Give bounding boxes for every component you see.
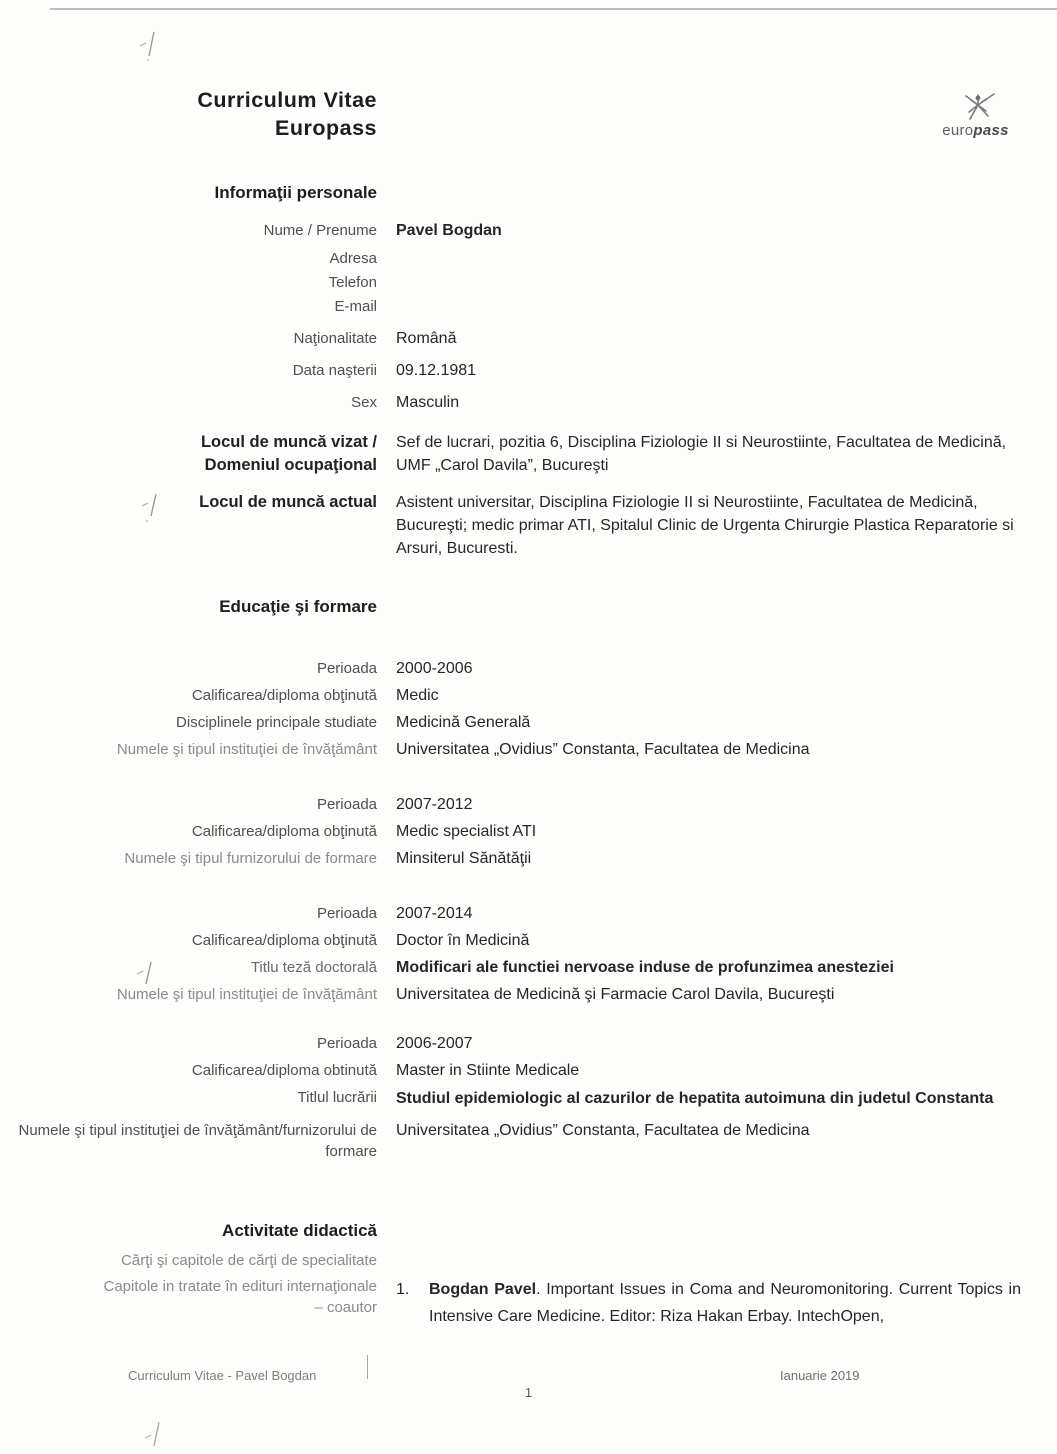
pen-mark-icon	[140, 1420, 168, 1454]
row-sex	[0, 392, 1057, 413]
education-entry-2	[0, 794, 1057, 869]
field-value: Asistent universitar, Disciplina Fiziologie II si Neurostiinte, Facultatea de Medicină, Bucureşti; medic primar ATI, Spitalul Clinic de Urgenta Chirurgie Plastica Reparatorie si Arsuri, Bucuresti.	[396, 494, 1014, 557]
publication-rest: . Important Issues in Coma and Neuromonitoring. Current Topics in Intensive Care Medicine. Editor: Riza Hakan Erbay. IntechOpen,	[429, 1281, 1022, 1325]
publication-text	[429, 1276, 1021, 1330]
page-number: 1	[524, 1385, 533, 1400]
field-value: Universitatea de Medicină şi Farmacie Carol Davila, Bucureşti	[396, 986, 835, 1003]
field-label: Telefon	[328, 274, 377, 291]
field-label: Numele şi tipul instituţiei de învăţământ	[116, 741, 377, 758]
personal-info-heading: Informaţii personale	[214, 183, 377, 202]
field-value: Minsiterul Sănătăţii	[396, 850, 532, 867]
row-titlul-lucrarii	[0, 1087, 1057, 1110]
field-label: Perioada	[316, 796, 377, 813]
row-email	[0, 296, 1057, 317]
row-calificare	[0, 821, 1057, 842]
row-perioada	[0, 1033, 1057, 1054]
section-education	[0, 596, 1057, 618]
row-discipline	[0, 712, 1057, 733]
row-institutie	[0, 1120, 1057, 1162]
field-value: Pavel Bogdan	[396, 222, 502, 239]
field-label: Numele şi tipul furnizorului de formare	[124, 850, 377, 867]
publication-author: Bogdan Pavel	[429, 1281, 537, 1298]
education-entry-1	[0, 658, 1057, 760]
field-value: Studiul epidemiologic al cazurilor de hepatita autoimuna din judetul Constanta	[396, 1090, 994, 1107]
footer-date: Ianuarie 2019	[780, 1368, 860, 1383]
row-institutie	[0, 739, 1057, 760]
publication-item	[396, 1276, 1025, 1330]
field-value: Master in Stiinte Medicale	[396, 1062, 580, 1079]
field-label: E-mail	[334, 298, 377, 315]
row-nume-prenume	[0, 220, 1057, 241]
row-data-nasterii	[0, 360, 1057, 381]
pen-mark-icon	[136, 30, 164, 64]
row-carti-capitole	[0, 1250, 1057, 1271]
field-label: Sex	[351, 394, 377, 411]
teaching-heading: Activitate didactică	[222, 1221, 377, 1240]
field-value: Universitatea „Ovidius” Constanta, Facultatea de Medicina	[396, 1122, 810, 1139]
publication-number: 1.	[396, 1281, 410, 1298]
row-perioada	[0, 794, 1057, 815]
field-label: Titlu teză doctorală	[250, 959, 377, 976]
europass-wordmark	[942, 122, 1009, 139]
field-value: 2007-2014	[396, 905, 473, 922]
scan-edge-line	[50, 8, 1057, 10]
europass-figure-icon	[956, 92, 1000, 122]
field-label-line2: – coautor	[314, 1299, 377, 1316]
document-title-line1: Curriculum Vitae	[197, 88, 377, 112]
field-label: Locul de muncă vizat / Domeniul ocupaţional	[200, 433, 377, 474]
row-calificare	[0, 1060, 1057, 1081]
field-label: Numele şi tipul instituţiei de învăţământ/furnizorului de formare	[18, 1122, 377, 1160]
logo-pass-text: pass	[973, 122, 1009, 139]
field-value: 2000-2006	[396, 660, 473, 677]
row-calificare	[0, 685, 1057, 706]
field-label: Disciplinele principale studiate	[176, 714, 377, 731]
field-value: Medic	[396, 687, 439, 704]
field-label: Calificarea/diploma obtinută	[191, 1062, 377, 1079]
field-value: Universitatea „Ovidius” Constanta, Facultatea de Medicina	[396, 741, 810, 758]
field-label: Perioada	[316, 660, 377, 677]
field-value: 2007-2012	[396, 796, 473, 813]
field-value: Sef de lucrari, pozitia 6, Disciplina Fiziologie II si Neurostiinte, Facultatea de Medicină, UMF „Carol Davila”, Bucureşti	[396, 434, 1007, 474]
field-value: Doctor în Medicină	[396, 932, 530, 949]
row-calificare	[0, 930, 1057, 951]
field-label: Naţionalitate	[293, 330, 377, 347]
pen-mark-icon	[138, 492, 166, 526]
field-label: Numele şi tipul instituţiei de învăţământ	[116, 986, 377, 1003]
row-capitole-tratate	[0, 1276, 1057, 1330]
row-furnizor	[0, 848, 1057, 869]
field-value: Română	[396, 330, 457, 347]
field-label-line1: Capitole in tratate în edituri internaţionale	[103, 1278, 377, 1295]
europass-logo	[918, 92, 1033, 140]
field-label: Locul de muncă actual	[199, 493, 377, 511]
document-title-line2: Europass	[275, 116, 377, 140]
field-label: Data naşterii	[292, 362, 377, 379]
field-value: Medic specialist ATI	[396, 823, 537, 840]
field-value: Modificari ale functiei nervoase induse de profunzimea anesteziei	[396, 959, 894, 976]
field-label: Calificarea/diploma obţinută	[191, 823, 377, 840]
row-perioada	[0, 658, 1057, 679]
row-perioada	[0, 903, 1057, 924]
pen-mark-icon	[133, 960, 161, 994]
field-value: Masculin	[396, 394, 460, 411]
field-label: Calificarea/diploma obţinută	[191, 687, 377, 704]
section-teaching	[0, 1220, 1057, 1242]
section-personal-info	[0, 182, 1057, 204]
row-nationalitate	[0, 328, 1057, 349]
document-title-block	[0, 86, 1057, 142]
field-label: Nume / Prenume	[263, 222, 377, 239]
logo-euro-text: euro	[942, 122, 974, 139]
footer-document-name: Curriculum Vitae - Pavel Bogdan	[128, 1368, 317, 1383]
row-adresa	[0, 248, 1057, 269]
row-loc-munca-vizat	[0, 431, 1057, 477]
education-heading: Educaţie şi formare	[219, 597, 377, 616]
education-entry-4	[0, 1033, 1057, 1162]
scan-line-artifact	[367, 1355, 368, 1379]
field-value: 2006-2007	[396, 1035, 473, 1052]
field-value: Medicină Generală	[396, 714, 531, 731]
field-label: Cărţi şi capitole de cărţi de specialitate	[121, 1252, 377, 1269]
field-label: Calificarea/diploma obţinută	[191, 932, 377, 949]
field-label: Titlul lucrării	[297, 1089, 377, 1106]
row-telefon	[0, 272, 1057, 293]
field-label: Perioada	[316, 905, 377, 922]
field-label: Adresa	[329, 250, 377, 267]
field-label: Perioada	[316, 1035, 377, 1052]
field-value: 09.12.1981	[396, 362, 477, 379]
